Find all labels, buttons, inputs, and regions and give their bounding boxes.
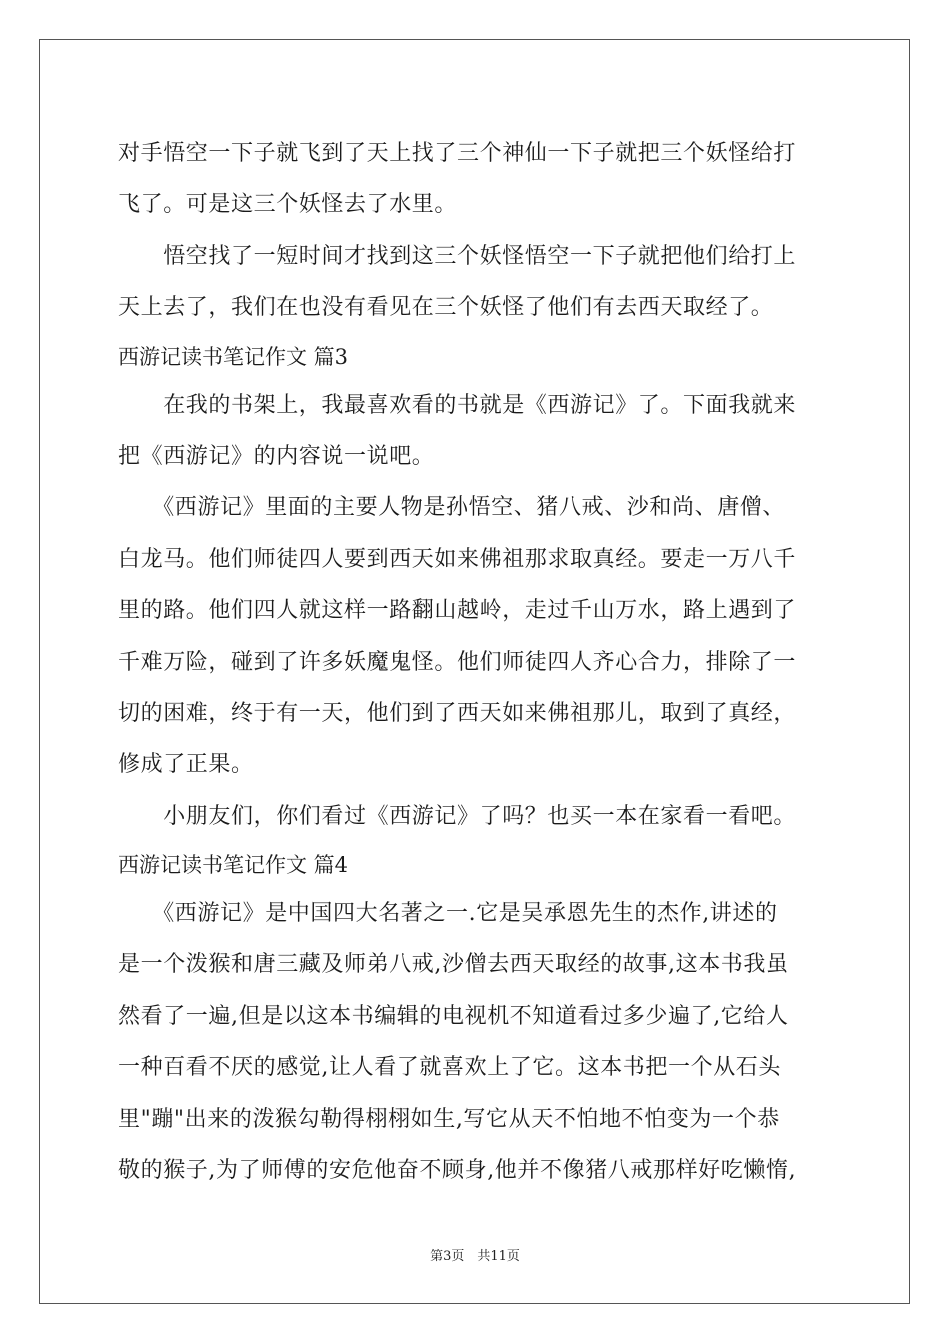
text-line: 里的路。他们四人就这样一路翻山越岭，走过千山万水，路上遇到了 bbox=[118, 598, 797, 624]
text-line: 千难万险，碰到了许多妖魔鬼怪。他们师徒四人齐心合力，排除了一 bbox=[118, 649, 797, 675]
text-line: 小朋友们，你们看过《西游记》了吗？也买一本在家看一看吧。 bbox=[118, 803, 797, 829]
text-line: 飞了。可是这三个妖怪去了水里。 bbox=[118, 192, 458, 218]
page-number-footer: 第3页 共11页 bbox=[430, 1249, 520, 1264]
text-line: 切的困难，终于有一天，他们到了西天如来佛祖那儿，取到了真经， bbox=[118, 700, 797, 726]
section-heading: 西游记读书笔记作文 篇3 bbox=[118, 344, 349, 369]
text-line: 修成了正果。 bbox=[118, 752, 254, 778]
text-line: 悟空找了一短时间才找到这三个妖怪悟空一下子就把他们给打上 bbox=[118, 243, 797, 269]
text-line: 是一个泼猴和唐三藏及师弟八戒,沙僧去西天取经的故事,这本书我虽 bbox=[118, 952, 789, 978]
text-line: 《西游记》里面的主要人物是孙悟空、猪八戒、沙和尚、唐僧、 bbox=[118, 495, 786, 521]
document-body bbox=[118, 128, 834, 1196]
text-line: 白龙马。他们师徒四人要到西天如来佛祖那求取真经。要走一万八千 bbox=[118, 546, 797, 572]
section-heading: 西游记读书笔记作文 篇4 bbox=[118, 853, 349, 878]
text-line: 然看了一遍,但是以这本书编辑的电视机不知道看过多少遍了,它给人 bbox=[118, 1003, 789, 1029]
text-line: 把《西游记》的内容说一说吧。 bbox=[118, 443, 435, 469]
text-line: 一种百看不厌的感觉,让人看了就喜欢上了它。这本书把一个从石头 bbox=[118, 1055, 781, 1081]
text-line: 在我的书架上，我最喜欢看的书就是《西游记》了。下面我就来 bbox=[118, 392, 797, 418]
text-line: 对手悟空一下子就飞到了天上找了三个神仙一下子就把三个妖怪给打 bbox=[118, 141, 797, 166]
text-line: 敬的猴子,为了师傅的安危他奋不顾身,他并不像猪八戒那样好吃懒惰, bbox=[118, 1158, 797, 1184]
text-line: 天上去了，我们在也没有看见在三个妖怪了他们有去西天取经了。 bbox=[118, 295, 774, 321]
text-line: 《西游记》是中国四大名著之一.它是吴承恩先生的杰作,讲述的 bbox=[118, 901, 778, 927]
text-line: 里"蹦"出来的泼猴勾勒得栩栩如生,写它从天不怕地不怕变为一个恭 bbox=[118, 1106, 780, 1132]
